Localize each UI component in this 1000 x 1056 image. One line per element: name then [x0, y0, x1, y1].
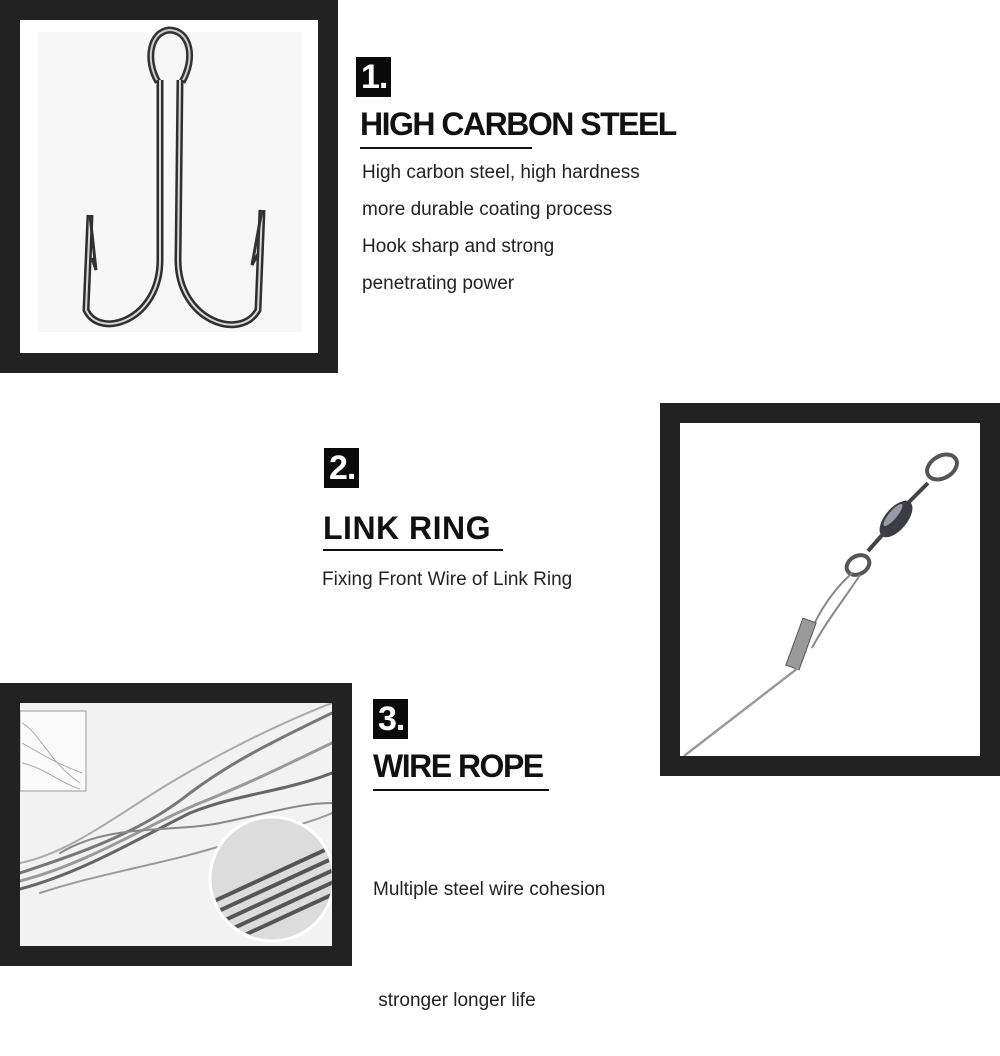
feature-number-1: 1.	[356, 57, 391, 97]
feature-line: High carbon steel, high hardness	[362, 162, 640, 183]
feature-title-3: WIRE ROPE	[373, 748, 543, 784]
wire-rope-icon	[20, 703, 332, 946]
feature-line: more durable coating process	[362, 199, 613, 220]
feature-line: Hook sharp and strong	[362, 236, 555, 257]
feature-line: penetrating power	[362, 273, 515, 294]
feature-description-1	[362, 154, 640, 302]
swivel-leader-photo	[680, 423, 980, 756]
feature-title-underline-1	[360, 147, 532, 149]
feature-description-2	[322, 561, 572, 598]
feature-line: Fixing Front Wire of Link Ring	[322, 569, 573, 590]
feature-title-underline-2	[323, 549, 503, 551]
wire-rope-photo	[20, 703, 332, 946]
feature-title-underline-3	[373, 789, 549, 791]
double-hook-photo	[20, 20, 318, 353]
feature-line: Multiple steel wire cohesion	[373, 879, 606, 900]
feature-number-3: 3.	[373, 699, 408, 739]
feature-line: stronger longer life	[373, 990, 536, 1011]
swivel-leader-icon	[680, 423, 980, 756]
feature-number-2: 2.	[324, 448, 359, 488]
double-hook-icon	[20, 20, 318, 353]
feature-title-2: LINK RING	[323, 510, 492, 546]
feature-title-1: HIGH CARBON STEEL	[360, 106, 676, 142]
feature-description-3	[373, 797, 605, 1056]
